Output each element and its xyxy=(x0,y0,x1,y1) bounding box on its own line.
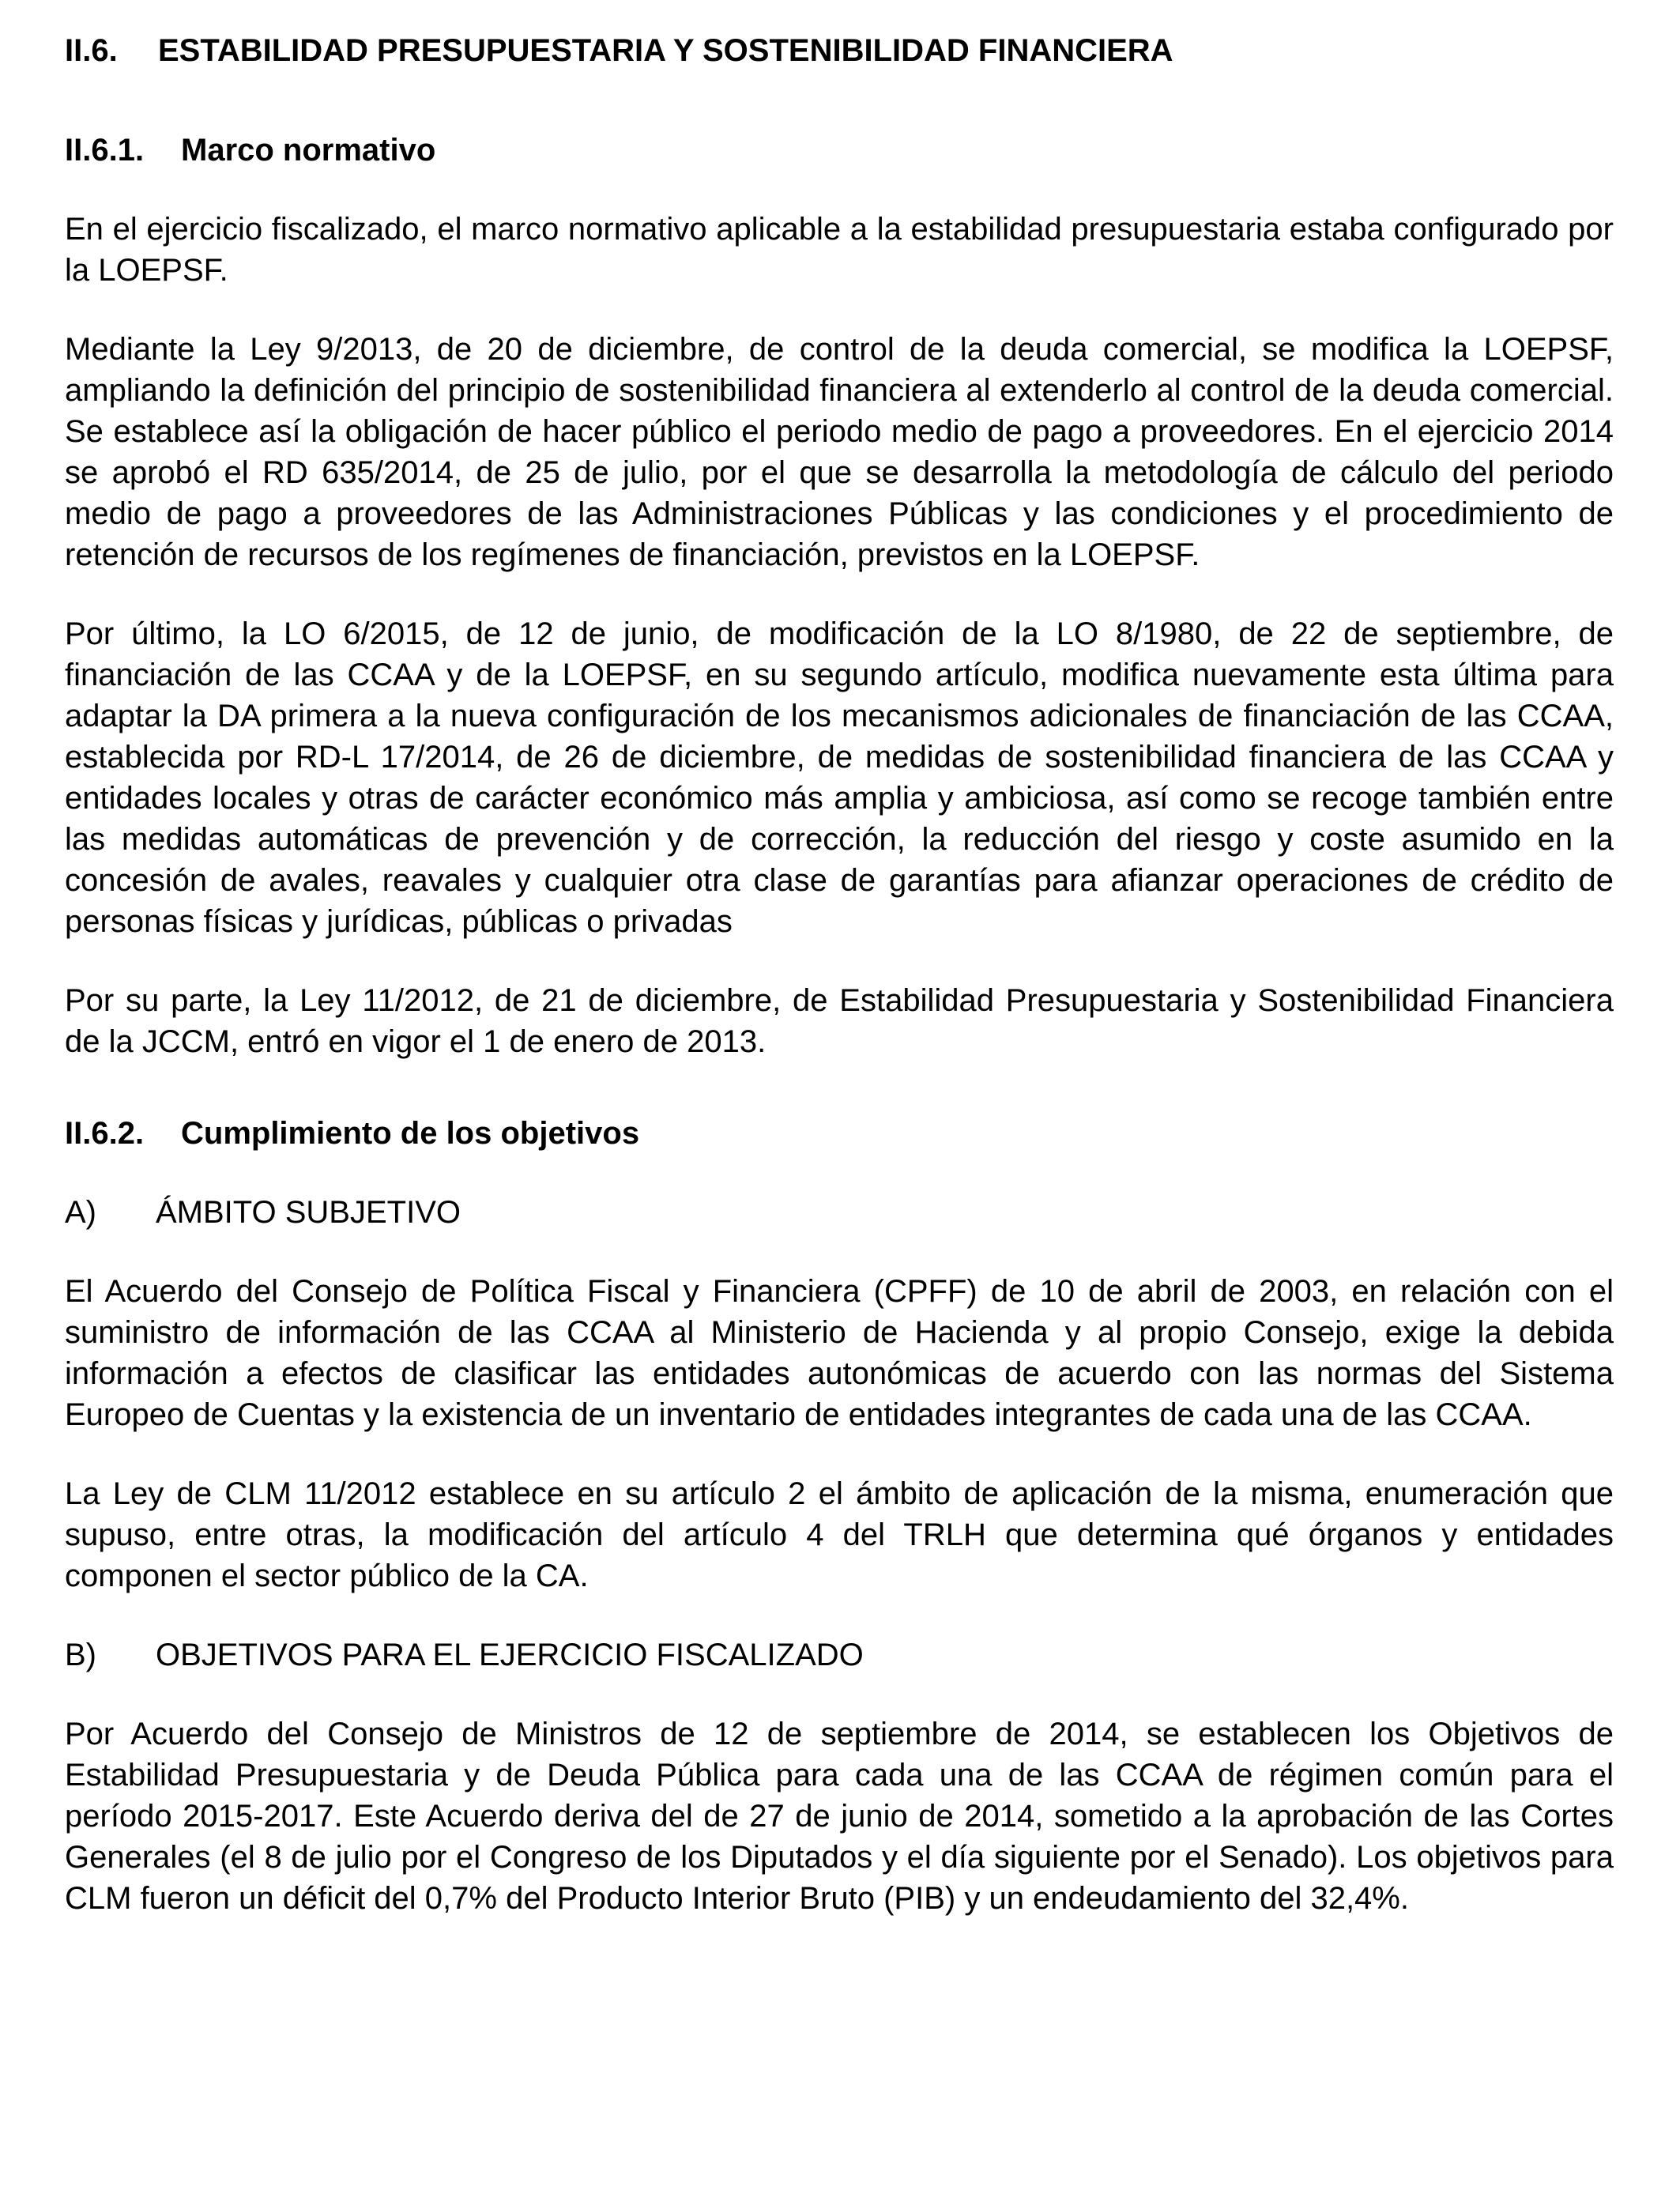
main-heading-number: II.6. xyxy=(65,33,118,68)
subsection-heading-b xyxy=(65,1634,1614,1676)
subsection-title: OBJETIVOS PARA EL EJERCICIO FISCALIZADO xyxy=(156,1638,864,1672)
paragraph: Por su parte, la Ley 11/2012, de 21 de diciembre, de Estabilidad Presupuestaria y Sostenibilidad Financiera de la JCCM, entró en vigor el 1 de enero de 2013. xyxy=(65,983,1614,1059)
paragraph: Mediante la Ley 9/2013, de 20 de diciembre, de control de la deuda comercial, se modifica la LOEPSF, ampliando la definición del principio de sostenibilidad financiera al extenderlo al control de la deuda comercial. Se establece así la obligación de hacer público el periodo medio de pago a proveedores. En el ejercicio 2014 se aprobó el RD 635/2014, de 25 de julio, por el que se desarrolla la metodología de cálculo del periodo medio de pago a proveedores de las Administraciones Públicas y las condiciones y el procedimiento de retención de recursos de los regímenes de financiación, previstos en la LOEPSF. xyxy=(65,332,1614,572)
paragraph: La Ley de CLM 11/2012 establece en su artículo 2 el ámbito de aplicación de la misma, enumeración que supuso, entre otras, la modificación del artículo 4 del TRLH que determina qué órganos y entidades componen el sector público de la CA. xyxy=(65,1476,1614,1593)
paragraph: En el ejercicio fiscalizado, el marco normativo aplicable a la estabilidad presupuestaria estaba configurado por la LOEPSF. xyxy=(65,212,1614,288)
subsection-title: ÁMBITO SUBJETIVO xyxy=(156,1195,461,1230)
paragraph: Por Acuerdo del Consejo de Ministros de 12 de septiembre de 2014, se establecen los Objetivos de Estabilidad Presupuestaria y de Deuda Pública para cada una de las CCAA de régimen común para el período 2015-2017. Este Acuerdo deriva del de 27 de junio de 2014, sometido a la aprobación de las Cortes Generales (el 8 de julio por el Congreso de los Diputados y el día siguiente por el Senado). Los objetivos para CLM fueron un déficit del 0,7% del Producto Interior Bruto (PIB) y un endeudamiento del 32,4%. xyxy=(65,1717,1614,1916)
section-title: Marco normativo xyxy=(181,133,436,168)
subsection-heading-a xyxy=(65,1192,1614,1233)
main-heading-title: ESTABILIDAD PRESUPUESTARIA Y SOSTENIBILIDAD FINANCIERA xyxy=(158,33,1173,68)
subsection-letter: A) xyxy=(65,1195,96,1230)
document-page xyxy=(65,22,1614,1919)
section-number: II.6.1. xyxy=(65,133,145,168)
paragraph: Por último, la LO 6/2015, de 12 de junio, de modificación de la LO 8/1980, de 22 de septiembre, de financiación de las CCAA y de la LOEPSF, en su segundo artículo, modifica nuevamente esta última para adaptar la DA primera a la nueva configuración de los mecanismos adicionales de financiación de las CCAA, establecida por RD-L 17/2014, de 26 de diciembre, de medidas de sostenibilidad financiera de las CCAA y entidades locales y otras de carácter económico más amplia y ambiciosa, así como se recoge también entre las medidas automáticas de prevención y de corrección, la reducción del riesgo y coste asumido en la concesión de avales, reavales y cualquier otra clase de garantías para afianzar operaciones de crédito de personas físicas y jurídicas, públicas o privadas xyxy=(65,616,1614,939)
section-number: II.6.2. xyxy=(65,1116,145,1151)
paragraph: El Acuerdo del Consejo de Política Fiscal y Financiera (CPFF) de 10 de abril de 2003, en relación con el suministro de información de las CCAA al Ministerio de Hacienda y al propio Consejo, exige la debida información a efectos de clasificar las entidades autonómicas de acuerdo con las normas del Sistema Europeo de Cuentas y la existencia de un inventario de entidades integrantes de cada una de las CCAA. xyxy=(65,1274,1614,1432)
section-heading-cumplimiento xyxy=(65,1113,1614,1154)
section-heading-marco xyxy=(65,130,1614,171)
main-heading xyxy=(65,30,1614,71)
subsection-letter: B) xyxy=(65,1638,96,1672)
section-title: Cumplimiento de los objetivos xyxy=(181,1116,640,1151)
